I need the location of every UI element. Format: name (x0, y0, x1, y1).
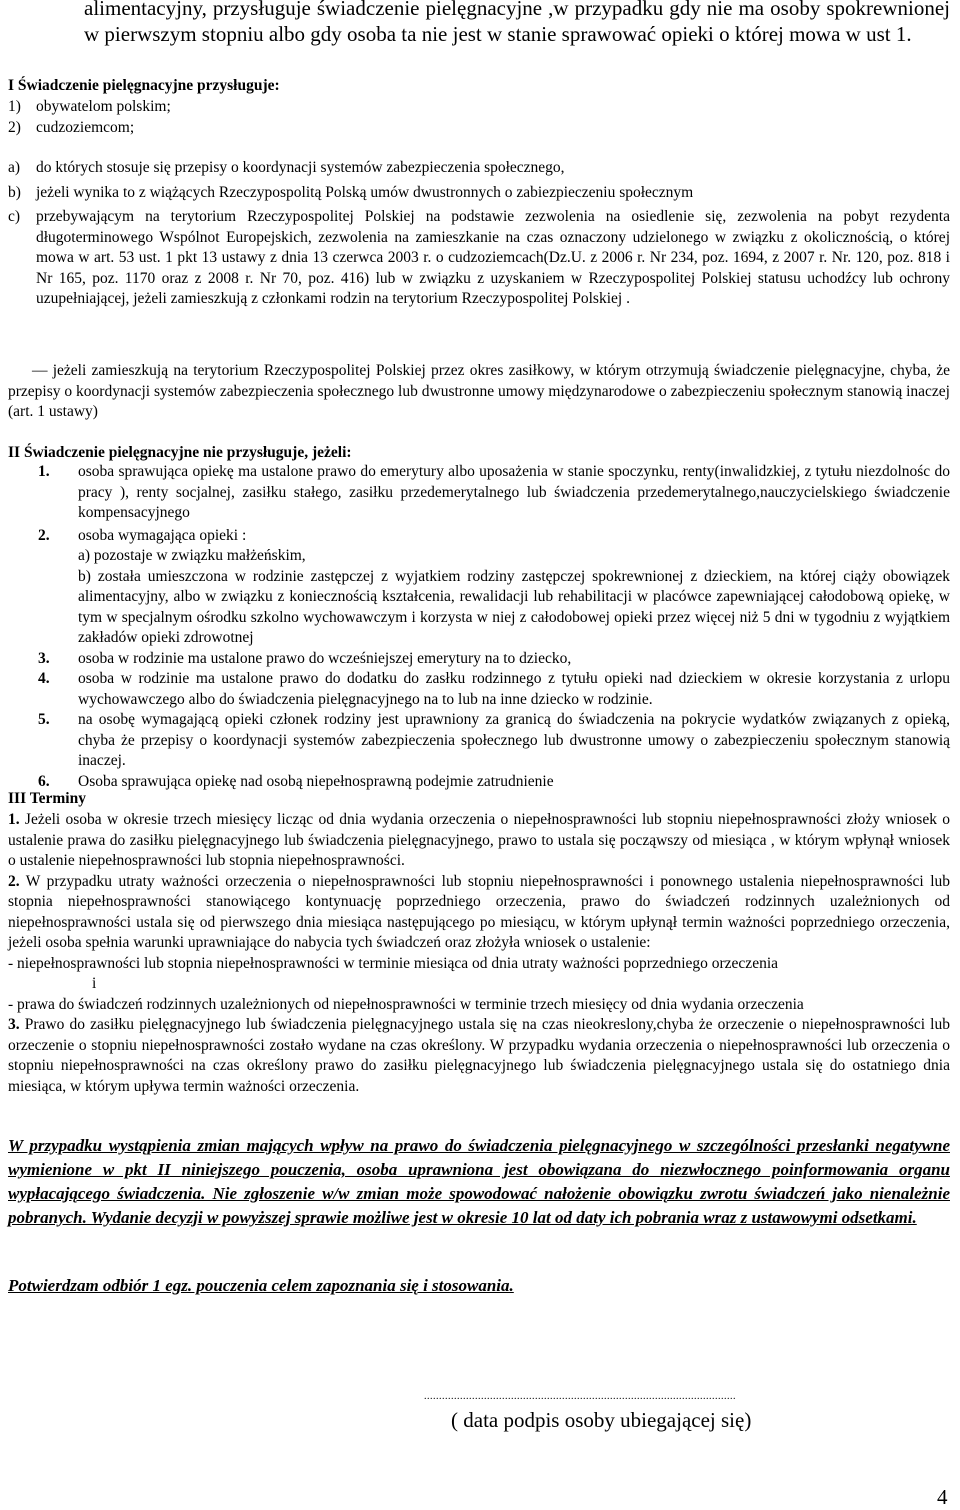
list-item (8, 649, 950, 670)
list-item (8, 526, 950, 649)
list-item-number: 3. (38, 649, 50, 667)
list-item (8, 97, 950, 118)
term-paragraph-2-dash-2: - prawa do świadczeń rodzinnych uzależnionych od niepełnosprawności w terminie trzech miesięcy od dnia wydania orzeczenia (8, 995, 804, 1013)
confirmation-line: Potwierdzam odbiór 1 egz. pouczenia celem zapoznania się i stosowania. (8, 1276, 514, 1295)
list-item-number: 1) (8, 98, 21, 115)
section-3-body (8, 810, 950, 1097)
dash-paragraph (8, 361, 950, 423)
signature-line: ........................................................................................................ (424, 1391, 736, 1402)
section-2-heading: II Świadczenie pielęgnacyjne nie przysługuje, jeżeli: (8, 444, 352, 461)
list-item (8, 207, 950, 310)
list-item-number: 5. (38, 711, 50, 728)
top-paragraph: alimentacyjny, przysługuje świadczenie pielęgnacyjne ,w przypadku gdy nie ma osoby spokrewnionej w pierwszym stopniu albo gdy osoba ta nie jest w stanie sprawować opieki o której mowa w ust 1. (84, 0, 950, 46)
term-paragraph-1 (8, 810, 950, 872)
list-item-number: 1. (38, 463, 50, 480)
list-item-text: cudzoziemcom; (36, 118, 135, 136)
page-number: 4 (937, 1485, 948, 1509)
paragraph-number: 3. (8, 1016, 20, 1033)
signature-label: ( data podpis osoby ubiegającej się) (451, 1408, 752, 1432)
section-2-list (8, 462, 950, 792)
list-item (8, 462, 950, 524)
section-3-heading: III Terminy (8, 790, 86, 807)
term-paragraph-2-dash-1: - niepełnosprawności lub stopnia niepełnosprawności w terminie miesiąca od dnia utraty ważności poprzedniego orzeczenia (8, 954, 779, 972)
list-item-text: jeżeli wynika to z wiążących Rzeczypospolitą Polską umów dwustronnych o zabiezpieczeniu społecznym (36, 183, 694, 201)
list-item-letter: c) (8, 208, 21, 225)
sub-item-b: b) została umieszczona w rodzinie zastępczej z wyjatkiem rodziny zastępczej spokrewnionej z dzieckiem, na której ciąży obowiązek alimentacyjny, albo w związku z koniecznością kształcenia, rewalidacji lub rehabilitacji w placówce zapewniającej całodobową opiekę, w tym w specjalnym ośrodku szkolno wychowawczym i korzysta w niej z całodobowej opieki przez więcej niż 5 dni w tygodniu z wyjątkiem zakładów opieki zdrowotnej (78, 567, 950, 646)
list-item-number: 4. (38, 670, 50, 687)
section-1-heading: I Świadczenie pielęgnacyjne przysługuje: (8, 77, 280, 94)
paragraph-text: Prawo do zasiłku pielęgnacyjnego lub świadczenia pielęgnacyjnego ustala się na czas nieokreslony,chyba że orzeczenie o niepełnosprawności lub orzeczenie o stopniu niepełnosprawności zostało wydane na czas określony. W przypadku wydania orzeczenia o niepełnosprawności lub orzeczenia o stopniu niepełnosprawności na czas określony prawo do zasiłku pielęgnacyjnego lub świadczenia pielęgnacyjnego ustala się do ostatniego dnia miesiąca, w którym upływa termin ważności orzeczenia. (8, 1016, 950, 1095)
warning-notice: W przypadku wystąpienia zmian mających wpływ na prawo do świadczenia pielęgnacyjnego w szczególności przesłanki negatywne wymienione w pkt II niniejszego pouczenia, osoba uprawniona jest obowiązana do niezwłocznego poinformowania organu wypłacającego świadczenia. Nie zgłoszenie w/w zmian może spowodować nałożenie obowiązku zwrotu świadczeń jako nienależnie pobranych. Wydanie decyzji w powyższej sprawie możliwe jest w okresie 10 lat od daty ich pobrania wraz z ustawowymi odsetkami. (8, 1136, 950, 1227)
paragraph-text: W przypadku utraty ważności orzeczenia o niepełnosprawności lub stopniu niepełnosprawności i ponownego ustalenia niepełnosprawności lub stopnia niepełnosprawności stanowiącego kontynuację poprzedniego orzeczenia, prawo do świadczeń rodzinnych uzależnionych od niepełnosprawności ustala się od pierwszego dnia miesiąca następującego po miesiącu, w którym upłynął termin ważności poprzedniego orzeczenia, jeżeli osoba spełnia warunki uprawniające do nabycia tych świadczeń oraz złożyła wniosek o ustalenie: (8, 872, 950, 951)
paragraph-number: 2. (8, 872, 20, 890)
list-item (8, 669, 950, 710)
paragraph-number: 1. (8, 811, 20, 828)
sub-item-a: a) pozostaje w związku małżeńskim, (78, 547, 306, 564)
list-item (8, 118, 950, 139)
list-item (8, 183, 950, 204)
dash-marker: — (32, 362, 48, 379)
list-item-number: 2) (8, 118, 21, 136)
list-item-text: obywatelom polskim; (36, 98, 171, 115)
list-item-number: 6. (38, 772, 50, 790)
list-item-letter: b) (8, 183, 21, 201)
dash-paragraph-text: jeżeli zamieszkują na terytorium Rzeczypospolitej Polskiej przez okres zasiłkowy, w którym otrzymują świadczenie pielęgnacyjne, chyba, że przepisy o koordynacji systemów zabezpieczenia społecznego lub dwustronne umowy międzynarodowe o zabezpieczeniu społecznym stanowią inaczej (art. 1 ustawy) (8, 362, 950, 420)
list-item-text: na osobę wymagającą opieki członek rodziny jest uprawniony za granicą do świadczenia na pokrycie wydatków związanych z opieką, chyba że przepisy o koordynacji systemów zabezpieczenia społecznego lub dwustronne umowy o zabezpieczeniu społecznym stanowią inaczej. (78, 711, 950, 769)
paragraph-text: Jeżeli osoba w okresie trzech miesięcy licząc od dnia wydania orzeczenia o niepełnosprawności lub stopniu niepełnosprawności złoży wniosek o ustalenie prawa do zasiłku pielęgnacyjnego lub świadczenia pielęgnacyjnego, prawo to ustala się począwszy od miesiąca , w którym wpłynął wniosek o ustalenie niepełnosprawności lub stopnia niepełnosprawności. (8, 811, 950, 869)
list-item-text: osoba sprawująca opiekę ma ustalone prawo do emerytury albo uposażenia w stanie spoczynku, renty(inwalidzkiej, z tytułu niezdolnośc do pracy ), renty socjalnej, zasiłku stałego, zasiłku przedemerytalnego lub świadczenia przedemerytalnego,nauczycielskiego świadczenie kompensacyjnego (78, 463, 950, 521)
list-item (8, 710, 950, 772)
list-item-text: osoba wymagająca opieki : (78, 526, 247, 544)
list-item-text: osoba w rodzinie ma ustalone prawo do dodatku do zasłku rodzinnego z tytułu opieki nad dzieckiem w okresie korzystania z urlopu wychowawczego albo do świadczenia pielęgnacyjnego na to lub na inne dziecko w rodzinie. (78, 670, 950, 708)
list-item-text: przebywającym na terytorium Rzeczypospolitej Polskiej na podstawie zezwolenia na osiedlenie się, zezwolenia na pobyt rezydenta długoterminowego Wspólnot Europejskich, zezwolenia na zamieszkanie na czas oznaczony udzielonego w związku z okolicznością, o której mowa w art. 53 ust. 1 pkt 13 ustawy z dnia 13 czerwca 2003 r. o cudzoziemcach(Dz.U. z 2006 r. Nr 234, poz. 1694, z 2007 r. Nr. 120, poz. 818 i Nr 165, poz. 1170 oraz z 2008 r. Nr 70, poz. 416) lub w związku z uzyskaniem w Rzeczypospolitej Polskiej statusu uchodźcy lub ochrony uzupełniającej, jeżeli zamieszkują z członkami rodzin na terytorium Rzeczypospolitej Polskiej . (36, 208, 950, 307)
list-item-text: do których stosuje się przepisy o koordynacji systemów zabezpieczenia społecznego, (36, 159, 565, 176)
term-paragraph-3 (8, 1015, 950, 1097)
section-1-subitems (8, 158, 950, 310)
term-paragraph-2 (8, 872, 950, 954)
list-item (8, 158, 950, 179)
list-item-text: Osoba sprawująca opiekę nad osobą niepełnosprawną podejmie zatrudnienie (78, 772, 554, 790)
list-item-number: 2. (38, 526, 50, 544)
list-item-letter: a) (8, 159, 21, 176)
section-1-list (8, 97, 950, 138)
term-paragraph-2-conjunction: i (92, 975, 97, 992)
list-item-text: osoba w rodzinie ma ustalone prawo do wcześniejszej emerytury na to dziecko, (78, 649, 572, 667)
list-item-text (78, 526, 950, 649)
